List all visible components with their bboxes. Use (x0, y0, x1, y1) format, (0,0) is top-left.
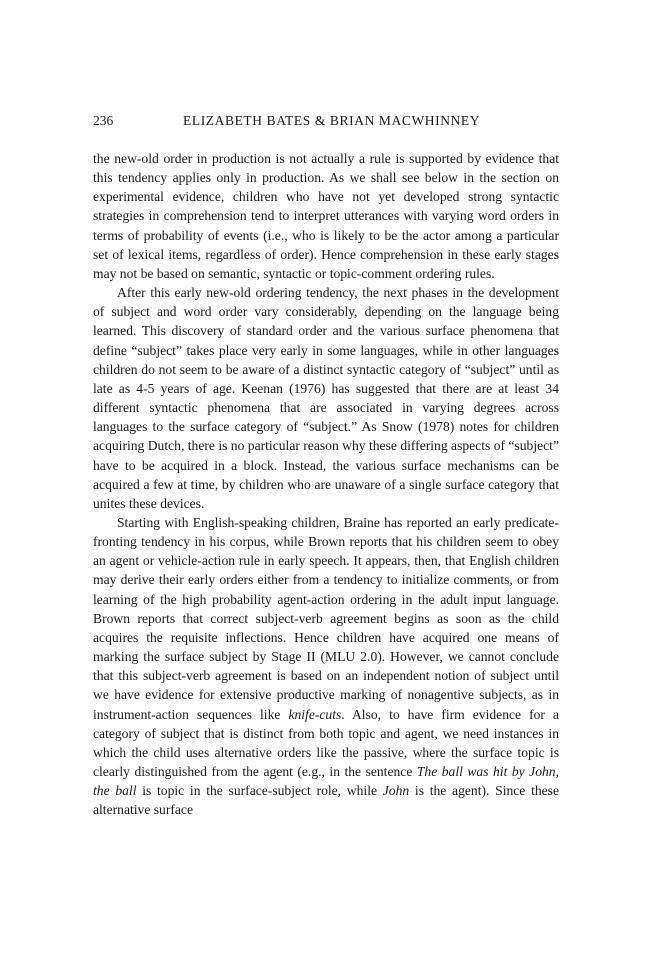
paragraph (93, 513, 559, 820)
paragraph: After this early new-old ordering tendency, the next phases in the development of subject and word order vary considerably, depending on the language being learned. This discovery of standard order and the various surface phenomena that define “subject” takes place very early in some languages, while in other languages children do not seem to be aware of a distinct syntactic category of “subject” until as late as 4-5 years of age. Keenan (1976) has suggested that there are at least 34 different syntactic phenomena that are associated in varying degrees across languages to the surface category of “subject.” As Snow (1978) notes for children acquiring Dutch, there is no particular reason why these differing aspects of “subject” have to be acquired in a block. Instead, the various surface mechanisms can be acquired a few at time, by children who are unaware of a single surface category that unites these devices. (93, 285, 559, 511)
body-text (93, 149, 559, 819)
italic-term: the ball (93, 783, 137, 799)
text-run: is topic in the surface-subject role, while (136, 783, 383, 799)
italic-term: John (382, 783, 410, 799)
page-number: 236 (93, 113, 114, 128)
italic-term: knife-cuts (288, 706, 342, 722)
text-run: , (555, 764, 559, 779)
paragraph: the new-old order in production is not actually a rule is supported by evidence that this tendency applies only in production. As we shall see below in the section on experimental evidence, children who have not yet developed strong syntactic strategies in comprehension tend to interpret utterances with varying word orders in terms of probability of events (i.e., who is likely to be the actor among a particular set of lexical items, regardless of order). Hence comprehension in these early stages may not be based on semantic, syntactic or topic-comment ordering rules. (93, 151, 559, 281)
italic-example-sentence: The ball was hit by John (416, 764, 556, 779)
text-run: is the agent). Since these alternative surface (93, 783, 559, 818)
running-head-authors: ELIZABETH BATES & BRIAN MACWHINNEY (183, 113, 481, 128)
text-run: . Also, to have firm evidence for a category of subject that is distinct from both topic and agent, we need instances in which the child uses alternative orders like the passive, where the surface topic is clearly distinguished from the agent (e.g., in the sentence (93, 706, 560, 779)
running-head (93, 111, 558, 131)
text-run: Starting with English-speaking children, Braine has reported an early predicate-fronting tendency in his corpus, while Brown reports that his children seem to obey an agent or vehicle-action rule in early speech. It appears, then, that English children may derive their early orders either from a tendency to initialize comments, or from learning of the high probability agent-action ordering in the adult input language. Brown reports that correct subject-verb agreement begins as soon as the child acquires the requisite inflections. Hence children have acquired one means of marking the surface subject by Stage II (MLU 2.0). However, we cannot conclude that this subject-verb agreement is based on an independent notion of subject until we have evidence for extensive productive marking of nonagentive subjects, as in instrument-action sequences like (93, 514, 559, 722)
